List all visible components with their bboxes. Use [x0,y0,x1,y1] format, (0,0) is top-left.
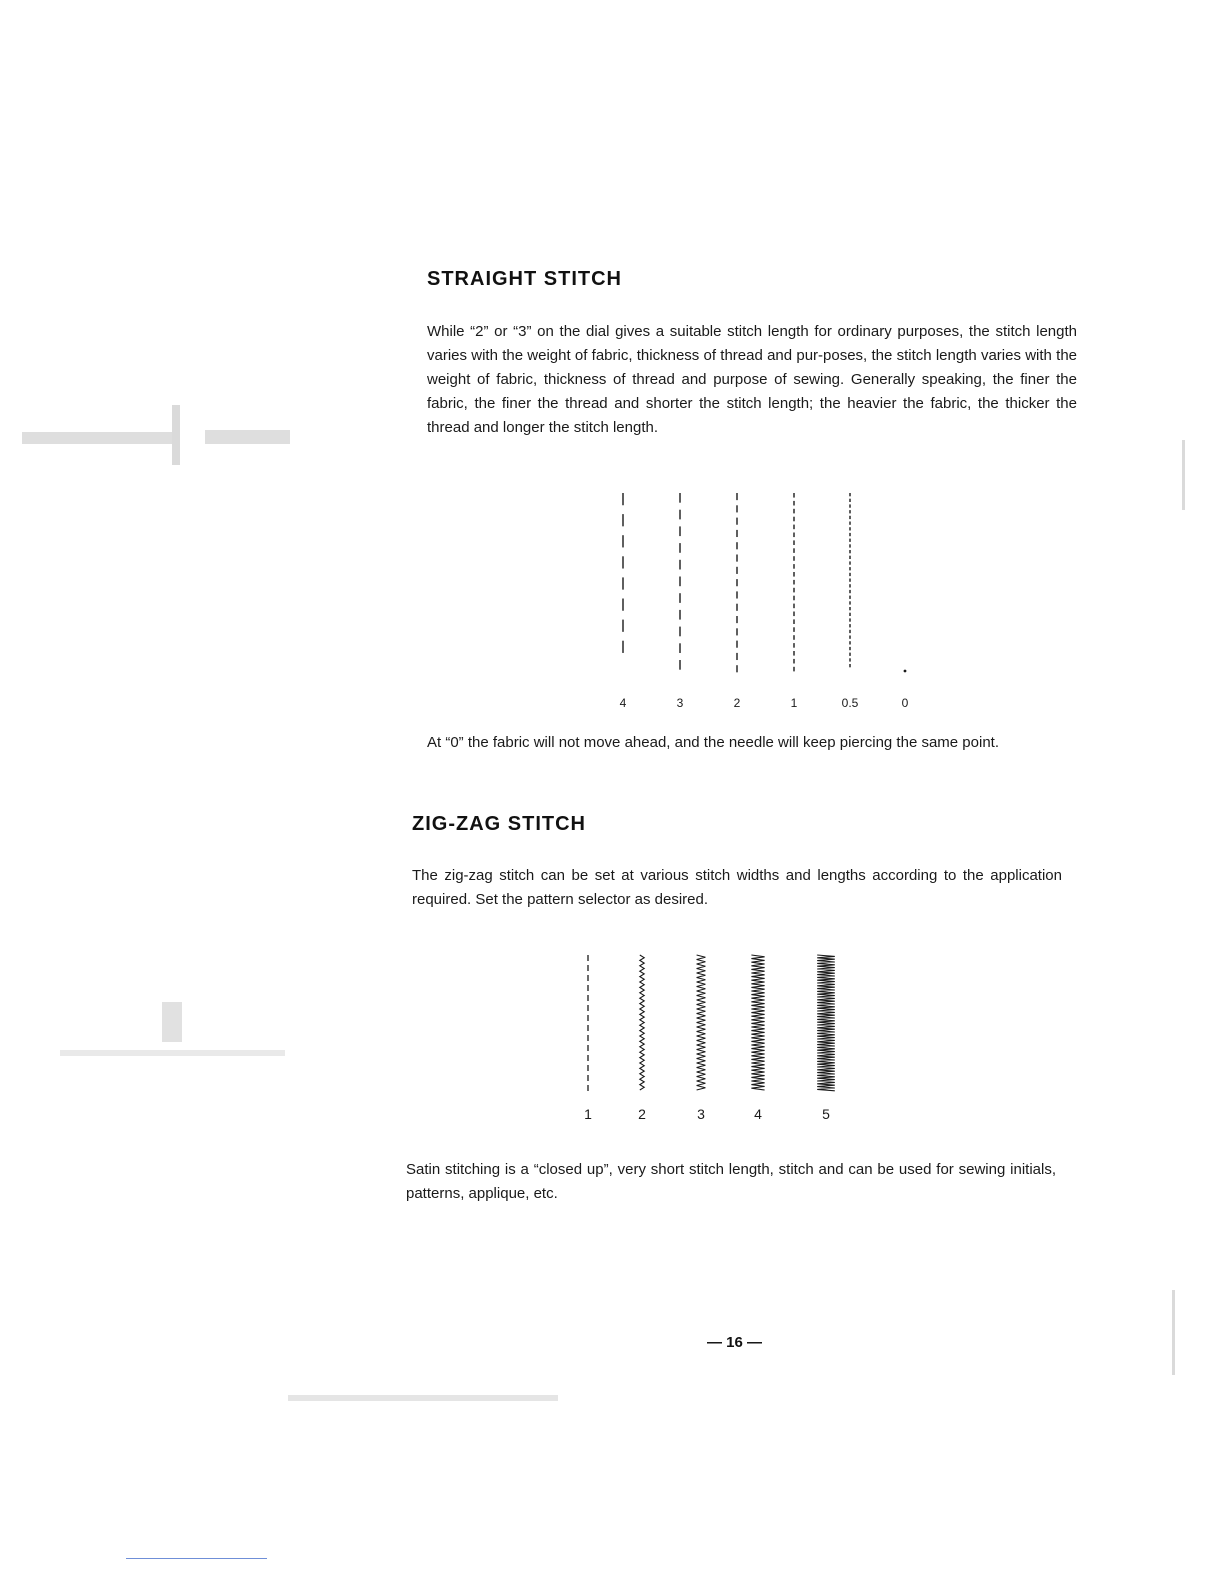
straight-stitch-label: 3 [676,696,684,710]
scan-speck [288,1395,558,1401]
straight-stitch-label: 0.5 [841,696,859,710]
zigzag-stitch-body: The zig-zag stitch can be set at various stitch widths and lengths according to the application required. Set the pattern selector as desired. [412,867,1062,908]
zigzag-stitch-label: 4 [754,1106,762,1122]
zigzag-stitch-label: 3 [697,1106,705,1122]
straight-stitch-label: 2 [733,696,741,710]
straight-stitch-note: At “0” the fabric will not move ahead, and the needle will keep piercing the same point. [427,734,999,751]
zigzag-stitch-label: 5 [822,1106,830,1122]
scan-speck [1172,1290,1175,1375]
scan-speck [22,432,172,444]
scan-speck [172,405,180,465]
zigzag-stitch-line-3 [697,955,706,1090]
zigzag-stitch-line-5 [817,955,835,1091]
straight-stitch-line-0 [904,670,907,673]
page-number: — 16 — [707,1334,763,1351]
straight-stitch-label: 1 [790,696,798,710]
zigzag-stitch-label: 2 [638,1106,646,1122]
scan-speck [162,1002,182,1042]
straight-stitch-label: 4 [619,696,627,710]
zigzag-stitch-label: 1 [584,1106,592,1122]
straight-stitch-label: 0 [901,696,909,710]
scan-speck [60,1050,285,1056]
bottom-rule [126,1558,267,1559]
satin-stitch-note: Satin stitching is a “closed up”, very short stitch length, stitch and can be used for sewing initials, patterns, applique, etc. [406,1161,1056,1202]
scan-speck [205,430,290,444]
straight-stitch-body: While “2” or “3” on the dial gives a suitable stitch length for ordinary purposes, the stitch length varies with the weight of fabric, thickness of thread and pur-poses, the stitch length varies with the weight of fabric, thickness of thread and purpose of sewing. Generally speaking, the finer the fabric, the finer the thread and shorter the stitch length; the heavier the fabric, the thicker the thread and longer the stitch length. [427,323,1077,436]
zigzag-stitch-diagram [560,945,860,1130]
zigzag-stitch-line-2 [640,955,644,1090]
straight-stitch-title: STRAIGHT STITCH [427,268,622,290]
straight-stitch-diagram [590,485,940,715]
zigzag-stitch-line-4 [751,955,764,1090]
scan-speck [1182,440,1185,510]
zigzag-stitch-title: ZIG-ZAG STITCH [412,813,586,835]
